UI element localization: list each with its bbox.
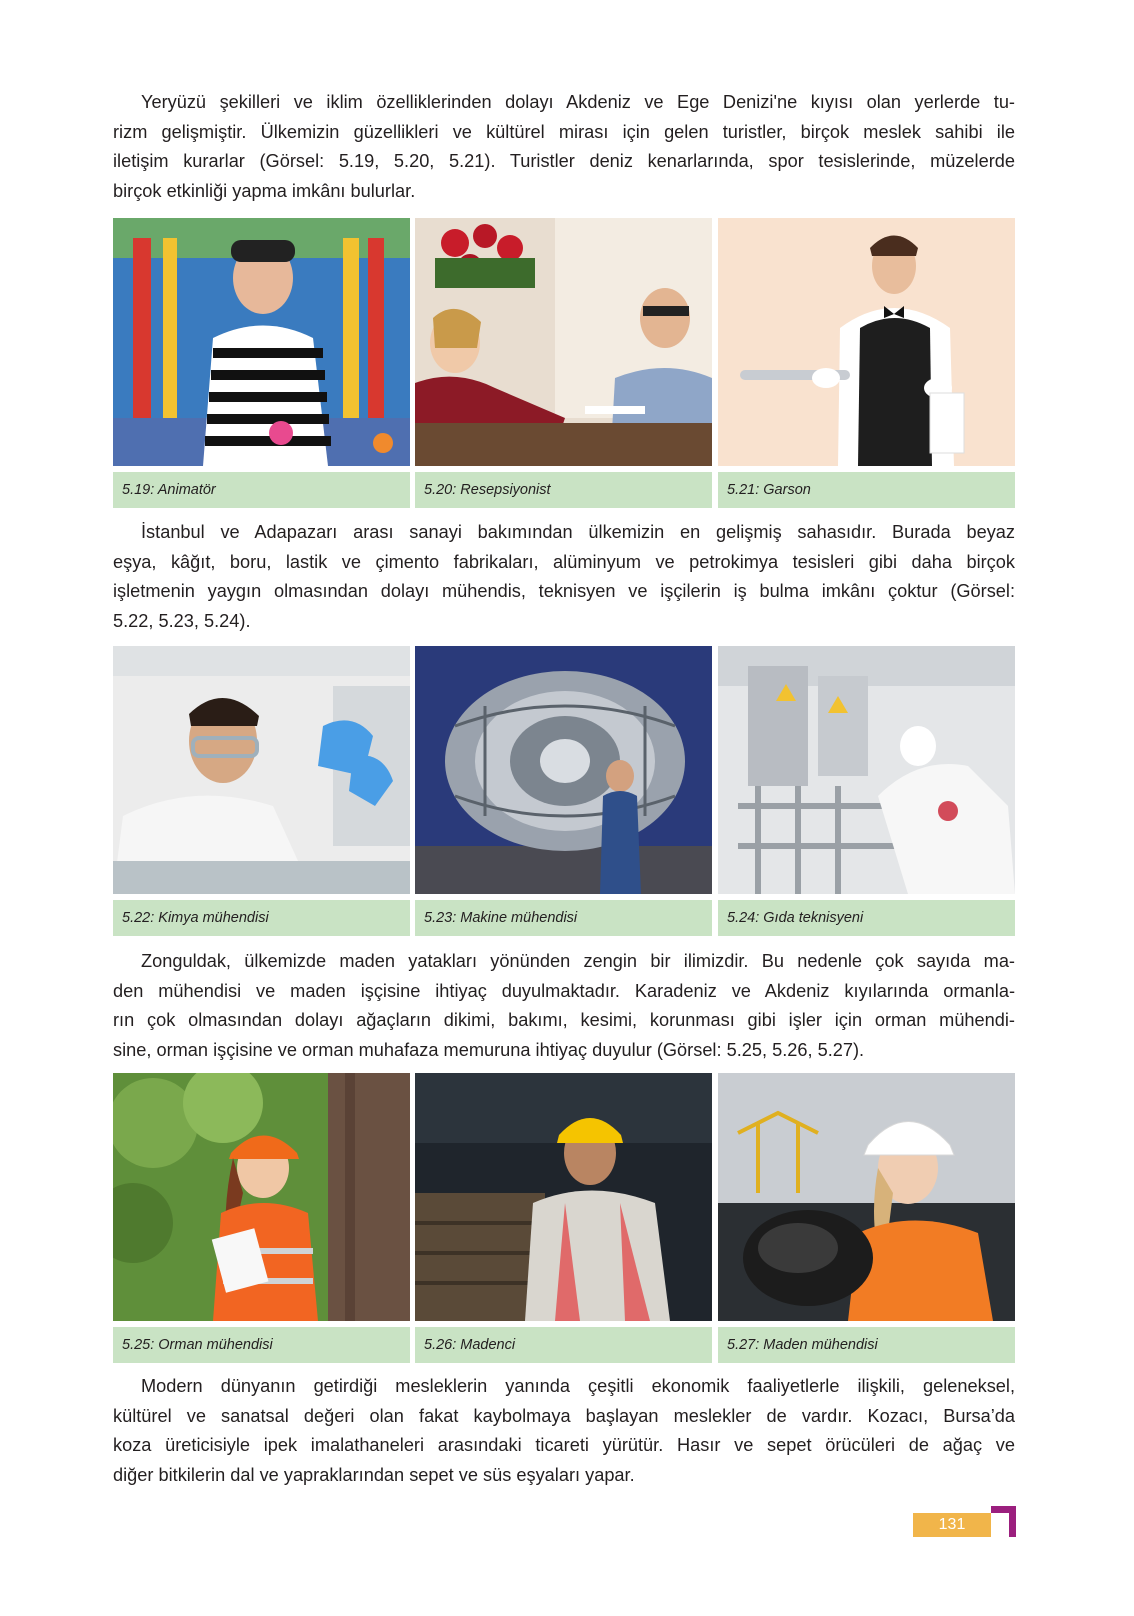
- caption: 5.24: Gıda teknisyeni: [718, 900, 1015, 936]
- text-line: sine, orman işçisine ve orman muhafaza memuruna ihtiyaç duyulur (Görsel: 5.25, 5.26, 5.27).: [113, 1039, 865, 1060]
- figure-forest-engineer: [113, 1073, 410, 1363]
- paragraph-tourism: [113, 88, 1015, 206]
- text-line: birçok etkinliği yapma imkânı bulurlar.: [113, 180, 416, 201]
- figure-chemical-engineer: [113, 646, 410, 936]
- figure-mining-engineer: [718, 1073, 1015, 1363]
- text-line: iletişim kurarlar (Görsel: 5.19, 5.20, 5.21). Turistler deniz kenarlarında, spor tesislerinde, müzelerde: [113, 151, 1015, 171]
- text-line: işletmenin yaygın olmasından dolayı mühendis, teknisyen ve işçilerin iş bulma imkânı çoktur (Görsel:: [113, 581, 1015, 601]
- photo-food-technician: [718, 646, 1015, 894]
- text-line: diğer bitkilerin dal ve yapraklarından sepet ve süs eşyaları yapar.: [113, 1464, 635, 1485]
- text-line: rın çok olmasından dolayı ağaçların dikimi, bakımı, kesimi, korunması gibi işler için orman mühendi-: [113, 1010, 1015, 1030]
- figure-mechanical-engineer: [415, 646, 712, 936]
- text-line: Yeryüzü şekilleri ve iklim özelliklerinden dolayı Akdeniz ve Ege Denizi'ne kıyısı olan yerlerde tu-: [141, 92, 1015, 112]
- caption: 5.21: Garson: [718, 472, 1015, 508]
- caption: 5.19: Animatör: [113, 472, 410, 508]
- paragraph-industry: [113, 518, 1015, 636]
- text-line: 5.22, 5.23, 5.24).: [113, 610, 251, 631]
- text-line: den mühendisi ve maden işçisine ihtiyaç duyulmaktadır. Karadeniz ve Akdeniz kıyılarında ormanla-: [113, 980, 1015, 1001]
- text-line: eşya, kâğıt, boru, lastik ve çimento fabrikaları, alüminyum ve petrokimya tesisleri gibi daha birçok: [113, 551, 1015, 572]
- caption: 5.25: Orman mühendisi: [113, 1327, 410, 1363]
- photo-mechanical-engineer: [415, 646, 712, 894]
- figure-miner: [415, 1073, 712, 1363]
- photo-forest-engineer: [113, 1073, 410, 1321]
- photo-waiter: [718, 218, 1015, 466]
- text-line: koza üreticisiyle ipek imalathaneleri arasındaki ticareti yürütür. Hasır ve sepet örücüleri de ağaç ve: [113, 1435, 1015, 1455]
- text-line: rizm gelişmiştir. Ülkemizin güzellikleri ve kültürel mirası için gelen turistler, birçok meslek sahibi ile: [113, 121, 1015, 142]
- caption: 5.20: Resepsiyonist: [415, 472, 712, 508]
- page-number: 131: [913, 1513, 991, 1537]
- figure-waiter: [718, 218, 1015, 508]
- text-line: Modern dünyanın getirdiği mesleklerin yanında çeşitli ekonomik faaliyetlerle ilişkili, geleneksel,: [141, 1376, 1015, 1396]
- figure-food-technician: [718, 646, 1015, 936]
- photo-chemical-engineer: [113, 646, 410, 894]
- caption: 5.27: Maden mühendisi: [718, 1327, 1015, 1363]
- corner-mark: [1009, 1506, 1016, 1537]
- paragraph-mining-forestry: [113, 947, 1015, 1065]
- photo-miner: [415, 1073, 712, 1321]
- caption: 5.22: Kimya mühendisi: [113, 900, 410, 936]
- caption: 5.23: Makine mühendisi: [415, 900, 712, 936]
- text-line: İstanbul ve Adapazarı arası sanayi bakımından ülkemizin en gelişmiş sahasıdır. Burada beyaz: [141, 522, 1015, 542]
- photo-receptionist: [415, 218, 712, 466]
- caption: 5.26: Madenci: [415, 1327, 712, 1363]
- figure-animator: [113, 218, 410, 508]
- text-line: kültürel ve sanatsal değeri olan fakat kaybolmaya başlayan meslekler de vardır. Kozacı, Bursa’da: [113, 1405, 1015, 1426]
- text-line: Zonguldak, ülkemizde maden yatakları yönünden zengin bir ilimizdir. Bu nedenle çok sayıda ma-: [141, 951, 1015, 971]
- photo-animator: [113, 218, 410, 466]
- figure-receptionist: [415, 218, 712, 508]
- paragraph-traditional-jobs: [113, 1372, 1015, 1490]
- photo-mining-engineer: [718, 1073, 1015, 1321]
